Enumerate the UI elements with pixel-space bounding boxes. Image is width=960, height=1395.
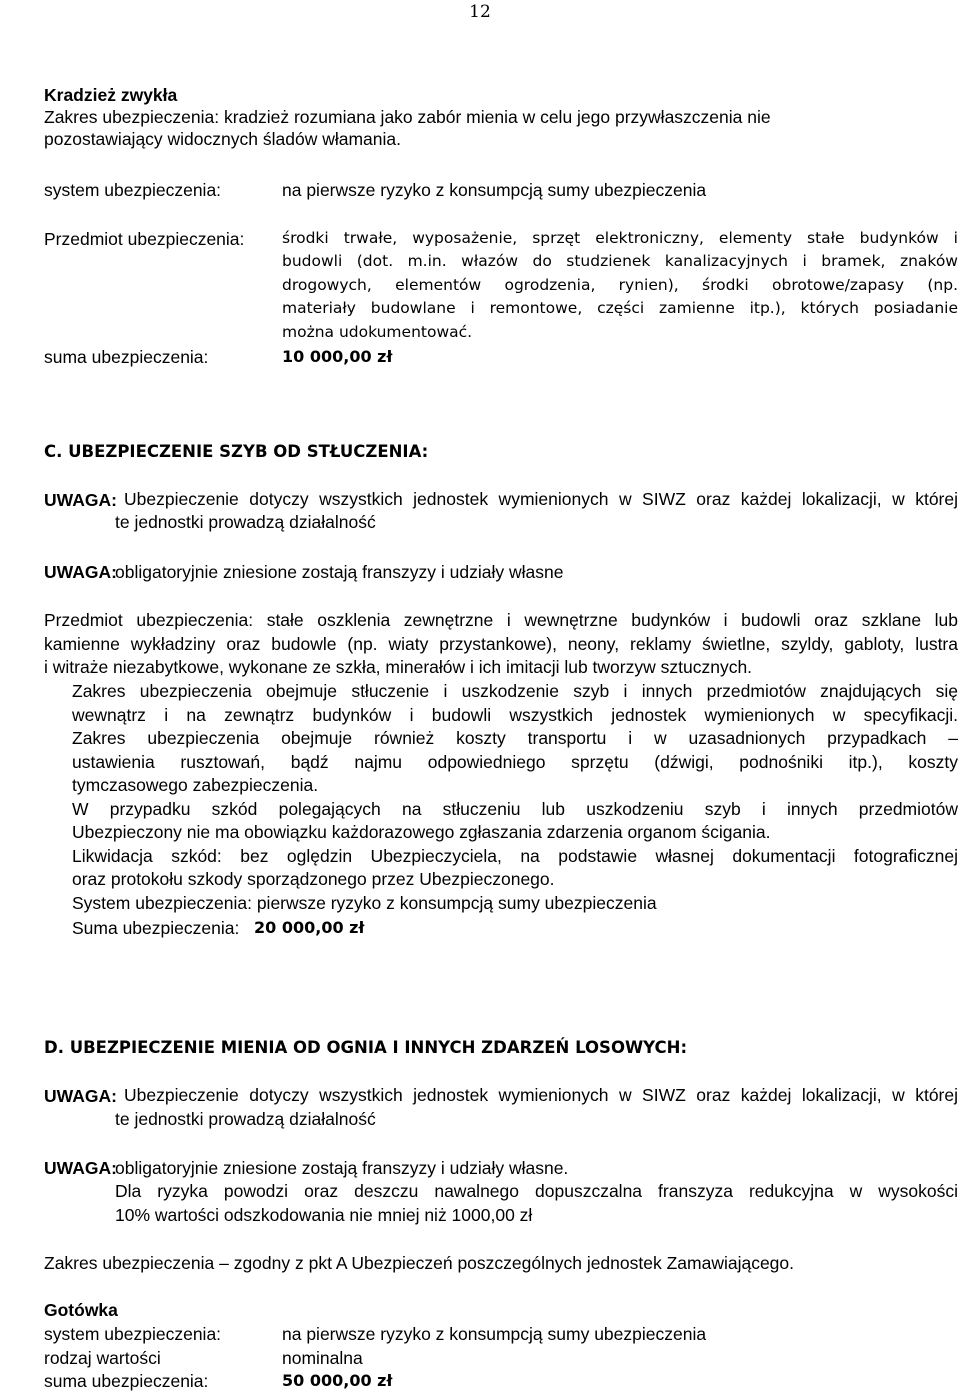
section-d-note2-line-2: Dla ryzyka powodzi oraz deszczu nawalnego dopuszczalna franszyza redukcyjna w wysokości [115, 1181, 958, 1201]
section-c-subject-line: Przedmiot ubezpieczenia: stałe oszklenia zewnętrzne i wewnętrzne budynków i budowli oraz szklane lub [44, 610, 958, 630]
gotowka-sum-value: 50 000,00 zł [282, 1371, 393, 1390]
gotowka-value-type-value: nominalna [282, 1348, 363, 1368]
kradziez-subject-line: można udokumentować. [282, 322, 473, 341]
section-c-scope-paragraph [72, 680, 958, 915]
kradziez-scope-line-2: pozostawiający widocznych śladów włamania. [44, 129, 401, 149]
section-c-scope-line: oraz protokołu szkody sporządzonego przez Ubezpieczonego. [72, 869, 555, 889]
section-d-note2-label: UWAGA: [44, 1158, 117, 1178]
kradziez-subject-text [282, 227, 958, 344]
section-c-scope-line: W przypadku szkód polegających na stłuczeniu lub uszkodzeniu szyb i innych przedmiotów [72, 798, 958, 819]
section-c-scope-line: System ubezpieczenia: pierwsze ryzyko z konsumpcją sumy ubezpieczenia [72, 892, 657, 913]
section-c-note1-line-1 [124, 488, 958, 512]
kradziez-scope-line-1: Zakres ubezpieczenia: kradzież rozumiana jako zabór mienia w celu jego przywłaszczenia nie [44, 107, 771, 127]
section-c-note1-label: UWAGA: [44, 490, 117, 510]
section-c-subject-paragraph [44, 609, 958, 680]
kradziez-system-label: system ubezpieczenia: [44, 180, 222, 200]
section-c-scope-line: tymczasowego zabezpieczenia. [72, 775, 319, 795]
section-c-note1-line-2: te jednostki prowadzą działalność [115, 512, 376, 532]
section-c-scope-line: wewnątrz i na zewnątrz budynków i budowli wszystkich jednostek wymienionych w specyfikacji. [72, 704, 958, 725]
section-d-note2-paragraph [115, 1180, 958, 1227]
kradziez-subject-line: drogowych, elementów ogrodzenia, rynien), środki obrotowe/zapasy (np. [282, 275, 958, 294]
section-d-note1-line-2: te jednostki prowadzą działalność [115, 1109, 376, 1129]
kradziez-system-value: na pierwsze ryzyko z konsumpcją sumy ubezpieczenia [282, 180, 707, 200]
gotowka-system-label: system ubezpieczenia: [44, 1324, 222, 1344]
section-d-scope-text: Zakres ubezpieczenia – zgodny z pkt A Ubezpieczeń poszczególnych jednostek Zamawiającego. [44, 1253, 795, 1273]
section-c-subject-line: i witraże niezabytkowe, wykonane ze szkła, minerałów i ich imitacji lub tworzyw sztucznych. [44, 657, 753, 677]
section-title-kradziez: Kradzież zwykła [44, 85, 178, 105]
page-number: 12 [469, 2, 491, 22]
gotowka-value-type-label: rodzaj wartości [44, 1348, 161, 1368]
section-c-scope-line: ustawienia rusztowań, bądź najmu odpowiedniego sprzętu (dźwigi, podnośniki itp.), koszty [72, 751, 958, 772]
kradziez-sum-label: suma ubezpieczenia: [44, 347, 209, 367]
section-c-heading: C. UBEZPIECZENIE SZYB OD STŁUCZENIA: [44, 442, 429, 461]
section-c-sum-value: 20 000,00 zł [254, 918, 365, 937]
section-d-note1-label: UWAGA: [44, 1086, 117, 1106]
kradziez-subject-label: Przedmiot ubezpieczenia: [44, 229, 245, 249]
section-c-scope-line: Likwidacja szkód: bez oględzin Ubezpieczyciela, na podstawie własnej dokumentacji fotograficznej [72, 845, 958, 866]
section-c-scope-line: Zakres ubezpieczenia obejmuje stłuczenie i uszkodzenie szyb i innych przedmiotów znajdujących się [72, 681, 958, 701]
kradziez-sum-value: 10 000,00 zł [282, 347, 393, 366]
section-title-gotowka: Gotówka [44, 1300, 118, 1320]
section-d-heading: D. UBEZPIECZENIE MIENIA OD OGNIA I INNYCH ZDARZEŃ LOSOWYCH: [44, 1038, 688, 1057]
gotowka-sum-label: suma ubezpieczenia: [44, 1371, 209, 1391]
section-d-note2-line-3: 10% wartości odszkodowania nie mniej niż 1000,00 zł [115, 1204, 533, 1225]
section-c-scope-line: Ubezpieczony nie ma obowiązku każdorazowego zgłaszania zdarzenia organom ścigania. [72, 822, 771, 842]
section-c-sum-label: Suma ubezpieczenia: [72, 918, 240, 938]
section-d-note2-line-1: obligatoryjnie zniesione zostają franszyzy i udziały własne. [115, 1158, 569, 1178]
gotowka-system-value: na pierwsze ryzyko z konsumpcją sumy ubezpieczenia [282, 1324, 707, 1344]
section-c-subject-line: kamienne wykładziny oraz budowle (np. wiaty przystankowe), neony, reklamy świetlne, szyldy, gabloty, lustra [44, 633, 958, 654]
section-c-scope-line: Zakres ubezpieczenia obejmuje również koszty transportu i w uzasadnionych przypadkach – [72, 728, 958, 748]
section-c-note2-text: obligatoryjnie zniesione zostają franszyzy i udziały własne [115, 562, 564, 582]
kradziez-subject-line: budowli (dot. m.in. włazów do studzienek kanalizacyjnych i bramek, znaków [282, 252, 958, 271]
section-c-note1-text: Ubezpieczenie dotyczy wszystkich jednostek wymienionych w SIWZ oraz każdej lokalizacji, w której [124, 489, 958, 509]
section-d-note1-text: Ubezpieczenie dotyczy wszystkich jednostek wymienionych w SIWZ oraz każdej lokalizacji, w której [124, 1085, 958, 1105]
section-d-note1-line-1 [124, 1084, 958, 1108]
section-c-note2-label: UWAGA: [44, 562, 117, 582]
kradziez-subject-line: środki trwałe, wyposażenie, sprzęt elektroniczny, elementy stałe budynków i [282, 229, 958, 247]
kradziez-subject-line: materiały budowlane i remontowe, części zamienne itp.), których posiadanie [282, 299, 958, 318]
